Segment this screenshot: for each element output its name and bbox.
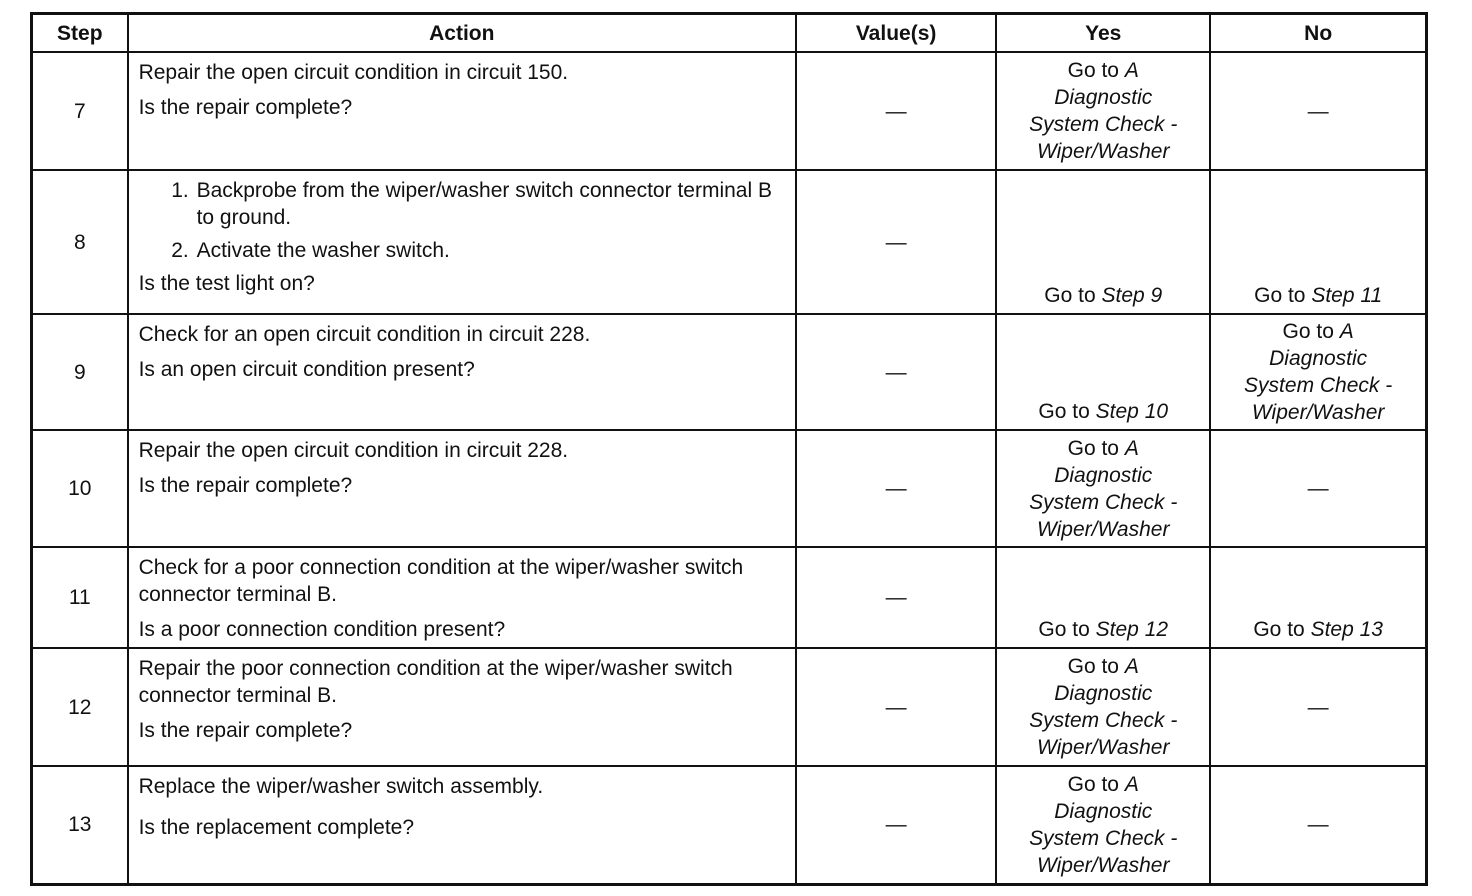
action-question: Is the repair complete? (138, 719, 353, 742)
goto-step-link[interactable]: Go to Step 13 (1253, 618, 1383, 641)
no-cell (1210, 52, 1426, 170)
table-row-step-9 (32, 314, 1427, 430)
action-cell (128, 547, 796, 648)
goto-step-link[interactable]: Go to Step 11 (1254, 284, 1383, 307)
action-question: Is the replacement complete? (138, 816, 415, 839)
action-question: Is the test light on? (138, 272, 315, 295)
header-step: Step (32, 14, 128, 53)
goto-step-link[interactable]: Go to Step 10 (1038, 400, 1169, 423)
table-row-step-12 (32, 648, 1427, 766)
table-row-step-11 (32, 547, 1427, 648)
goto-step-link[interactable]: Go to Step 12 (1038, 618, 1169, 641)
action-question: Is the repair complete? (138, 474, 353, 497)
action-text: Repair the poor connection condition at the wiper/washer switch connector terminal B. (138, 657, 733, 707)
action-question: Is a poor connection condition present? (138, 618, 506, 641)
step-number: 7 (32, 52, 128, 170)
goto-diagnostic-link[interactable]: Go to A Diagnostic System Check - Wiper/Washer (1029, 59, 1178, 163)
yes-cell (996, 170, 1210, 314)
goto-diagnostic-link[interactable]: Go to A Diagnostic System Check - Wiper/Washer (1244, 320, 1393, 424)
no-dash: — (1307, 695, 1329, 719)
action-text: Check for an open circuit condition in circuit 228. (138, 323, 591, 346)
goto-diagnostic-link[interactable]: Go to A Diagnostic System Check - Wiper/Washer (1029, 772, 1178, 877)
action-cell (128, 648, 796, 766)
value-cell (796, 314, 996, 430)
diagnostic-table (30, 12, 1428, 886)
value-dash: — (885, 99, 907, 123)
no-cell (1210, 314, 1426, 430)
action-text: Repair the open circuit condition in circuit 228. (138, 439, 569, 462)
action-step-item: 1. Backprobe from the wiper/washer switch connector terminal B to ground. (195, 177, 785, 231)
table-row-step-10 (32, 430, 1427, 547)
action-cell (128, 766, 796, 884)
action-question: Is an open circuit condition present? (138, 358, 475, 381)
yes-cell (996, 52, 1210, 170)
action-step-list (139, 177, 785, 264)
yes-cell (996, 648, 1210, 766)
yes-cell (996, 430, 1210, 547)
no-dash: — (1307, 99, 1329, 123)
no-cell (1210, 766, 1426, 884)
table-row-step-13 (32, 766, 1427, 884)
yes-cell (996, 314, 1210, 430)
no-cell (1210, 170, 1426, 314)
value-cell (796, 52, 996, 170)
action-cell (128, 314, 796, 430)
value-dash: — (885, 360, 907, 384)
value-dash: — (885, 230, 907, 254)
value-cell (796, 547, 996, 648)
goto-step-link[interactable]: Go to Step 9 (1044, 284, 1163, 307)
action-cell (128, 52, 796, 170)
action-text: Repair the open circuit condition in circuit 150. (138, 61, 569, 84)
action-cell (128, 430, 796, 547)
table-row-step-8 (32, 170, 1427, 314)
value-dash: — (885, 695, 907, 719)
no-dash: — (1307, 813, 1329, 837)
step-number: 13 (32, 766, 128, 884)
value-dash: — (885, 813, 907, 837)
action-text: Check for a poor connection condition at the wiper/washer switch connector terminal B. (138, 556, 744, 606)
value-dash: — (885, 586, 907, 609)
no-cell (1210, 547, 1426, 648)
no-cell (1210, 648, 1426, 766)
table-row-step-7 (32, 52, 1427, 170)
yes-cell (996, 547, 1210, 648)
action-step-item: 2. Activate the washer switch. (195, 237, 785, 264)
value-cell (796, 648, 996, 766)
yes-cell (996, 766, 1210, 884)
header-action: Action (128, 14, 796, 53)
header-yes: Yes (996, 14, 1210, 53)
no-dash: — (1307, 477, 1329, 500)
header-values: Value(s) (796, 14, 996, 53)
value-dash: — (885, 477, 907, 500)
step-number: 11 (32, 547, 128, 648)
value-cell (796, 170, 996, 314)
step-number: 8 (32, 170, 128, 314)
header-no: No (1210, 14, 1426, 53)
action-question: Is the repair complete? (138, 96, 353, 119)
goto-diagnostic-link[interactable]: Go to A Diagnostic System Check - Wiper/Washer (1029, 655, 1178, 759)
action-text: Replace the wiper/washer switch assembly. (138, 775, 544, 798)
value-cell (796, 766, 996, 884)
step-number: 9 (32, 314, 128, 430)
step-number: 12 (32, 648, 128, 766)
goto-diagnostic-link[interactable]: Go to A Diagnostic System Check - Wiper/Washer (1029, 436, 1178, 541)
step-number: 10 (32, 430, 128, 547)
no-cell (1210, 430, 1426, 547)
header-row (32, 14, 1427, 53)
action-cell (128, 170, 796, 314)
value-cell (796, 430, 996, 547)
